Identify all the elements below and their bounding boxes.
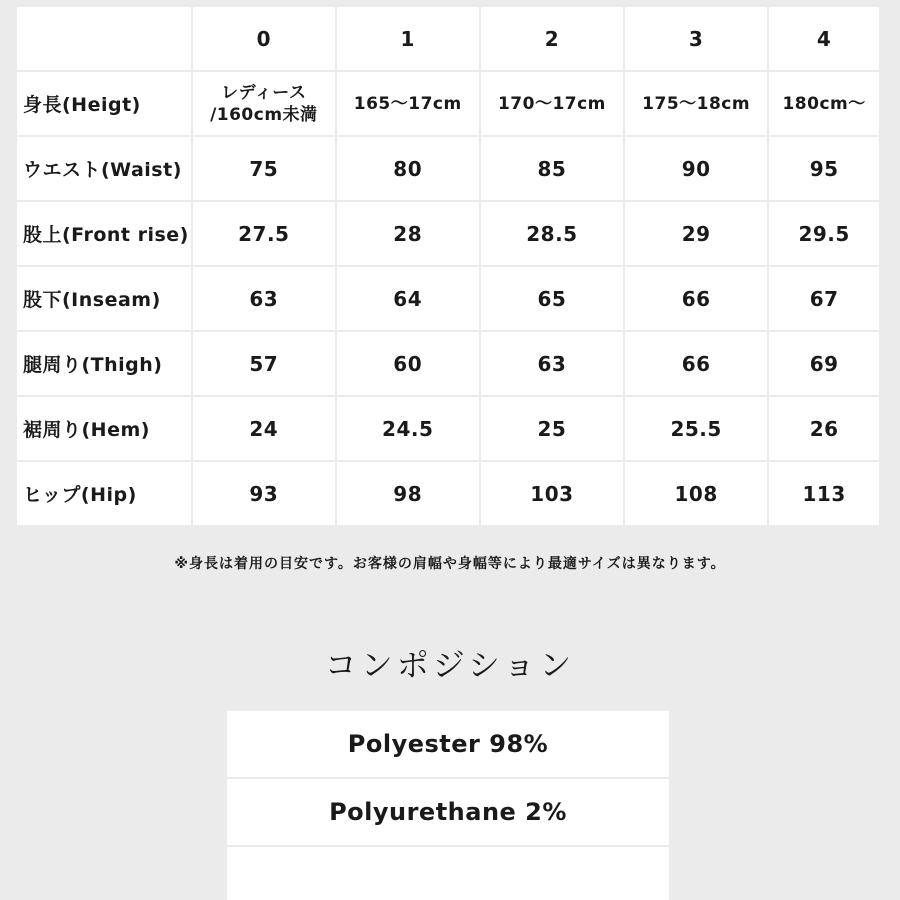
- table-cell: 26: [769, 397, 879, 460]
- row-label-thigh: 腿周り(Thigh): [17, 332, 191, 395]
- height-cell-size-3: 175～18cm: [625, 72, 767, 135]
- height-cell-size-0: [193, 72, 335, 135]
- table-cell: 29: [625, 202, 767, 265]
- composition-item: Polyester 98%: [227, 711, 669, 779]
- table-cell: 64: [337, 267, 479, 330]
- composition-item-empty: [227, 847, 669, 900]
- table-cell: 24: [193, 397, 335, 460]
- size-header-row: [17, 7, 879, 70]
- size-chart-table: [15, 5, 881, 527]
- table-cell: 27.5: [193, 202, 335, 265]
- height-cell-size-1: 165～17cm: [337, 72, 479, 135]
- row-label-hem: 裾周り(Hem): [17, 397, 191, 460]
- header-cell-size-2: 2: [481, 7, 623, 70]
- table-cell: 113: [769, 462, 879, 525]
- header-cell-size-1: 1: [337, 7, 479, 70]
- composition-item: Polyurethane 2%: [227, 779, 669, 847]
- row-label-height: 身長(Heigt): [17, 72, 191, 135]
- size-note: ※身長は着用の目安です。お客様の肩幅や身幅等により最適サイズは異なります。: [174, 556, 726, 572]
- height-cell-size-2: 170～17cm: [481, 72, 623, 135]
- height-cell-size-0-text: レディース /160cm未満: [210, 82, 318, 125]
- table-cell: 90: [625, 137, 767, 200]
- table-cell: 57: [193, 332, 335, 395]
- table-cell: 103: [481, 462, 623, 525]
- row-label-waist: ウエスト(Waist): [17, 137, 191, 200]
- table-cell: 75: [193, 137, 335, 200]
- header-cell-empty: [17, 7, 191, 70]
- composition-row: [227, 779, 669, 847]
- table-cell: 28: [337, 202, 479, 265]
- waist-row: [17, 137, 879, 200]
- front-rise-row: [17, 202, 879, 265]
- table-cell: 25.5: [625, 397, 767, 460]
- row-label-front-rise: 股上(Front rise): [17, 202, 191, 265]
- table-cell: 69: [769, 332, 879, 395]
- table-cell: 98: [337, 462, 479, 525]
- hip-row: [17, 462, 879, 525]
- composition-table: [227, 711, 669, 900]
- table-cell: 95: [769, 137, 879, 200]
- thigh-row: [17, 332, 879, 395]
- header-cell-size-3: 3: [625, 7, 767, 70]
- table-cell: 29.5: [769, 202, 879, 265]
- table-cell: 63: [193, 267, 335, 330]
- table-cell: 24.5: [337, 397, 479, 460]
- composition-row: [227, 847, 669, 900]
- header-cell-size-4: 4: [769, 7, 879, 70]
- composition-title: コンポジション: [324, 646, 576, 684]
- table-cell: 67: [769, 267, 879, 330]
- row-label-hip: ヒップ(Hip): [17, 462, 191, 525]
- table-cell: 80: [337, 137, 479, 200]
- height-cell-size-4: 180cm～: [769, 72, 879, 135]
- table-cell: 66: [625, 267, 767, 330]
- table-cell: 108: [625, 462, 767, 525]
- table-cell: 93: [193, 462, 335, 525]
- height-row: [17, 72, 879, 135]
- hem-row: [17, 397, 879, 460]
- table-cell: 60: [337, 332, 479, 395]
- composition-row: [227, 711, 669, 779]
- table-cell: 85: [481, 137, 623, 200]
- table-cell: 28.5: [481, 202, 623, 265]
- table-cell: 63: [481, 332, 623, 395]
- table-cell: 65: [481, 267, 623, 330]
- table-cell: 25: [481, 397, 623, 460]
- table-cell: 66: [625, 332, 767, 395]
- header-cell-size-0: 0: [193, 7, 335, 70]
- row-label-inseam: 股下(Inseam): [17, 267, 191, 330]
- inseam-row: [17, 267, 879, 330]
